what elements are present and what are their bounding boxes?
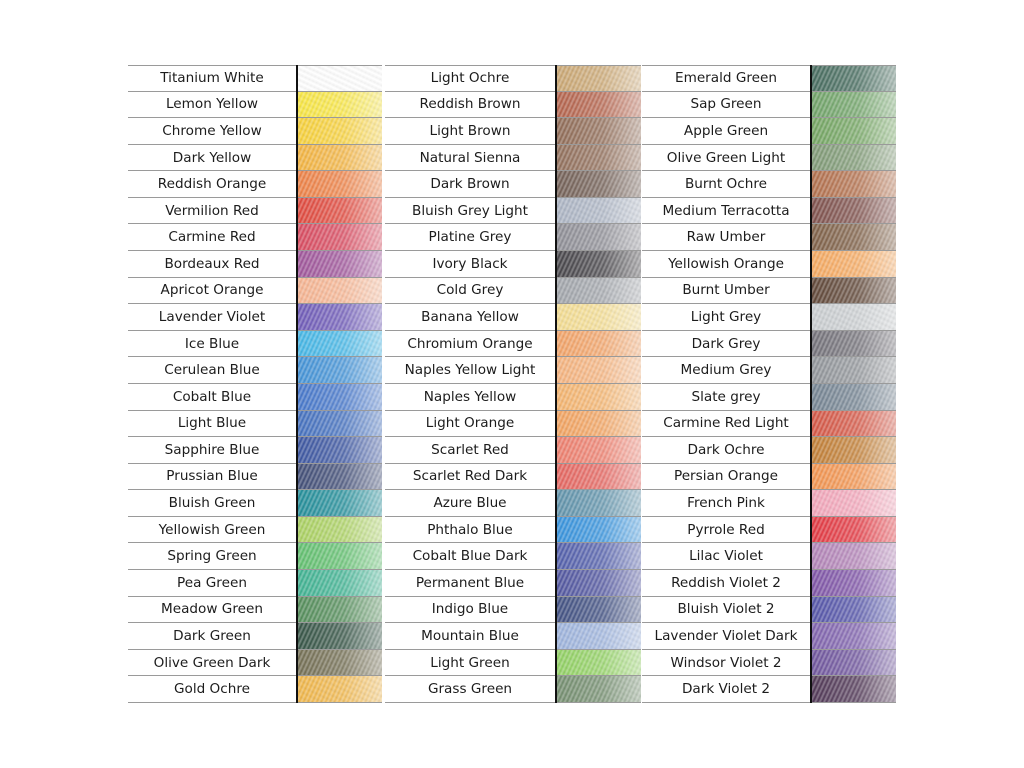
color-row bbox=[128, 278, 382, 305]
color-swatch bbox=[298, 304, 382, 330]
color-name: Carmine Red bbox=[168, 229, 256, 246]
color-name: Lavender Violet Dark bbox=[654, 627, 798, 644]
color-name: Meadow Green bbox=[161, 601, 263, 618]
color-row bbox=[385, 650, 641, 677]
color-row bbox=[642, 623, 896, 650]
color-name: Azure Blue bbox=[433, 495, 507, 512]
color-name: Spring Green bbox=[167, 548, 257, 565]
color-swatch bbox=[298, 198, 382, 224]
color-swatch bbox=[812, 411, 896, 437]
color-name: Natural Sienna bbox=[419, 149, 521, 166]
color-name: Chrome Yellow bbox=[162, 122, 262, 139]
color-row bbox=[128, 384, 382, 411]
color-name: Light Green bbox=[430, 654, 510, 671]
color-row bbox=[128, 437, 382, 464]
color-row bbox=[128, 251, 382, 278]
color-name: Vermilion Red bbox=[165, 202, 259, 219]
color-swatch bbox=[812, 171, 896, 197]
color-name: Sapphire Blue bbox=[164, 441, 260, 458]
color-name: Bluish Green bbox=[168, 495, 256, 512]
color-row bbox=[128, 676, 382, 703]
color-swatch bbox=[557, 384, 641, 410]
color-row bbox=[128, 464, 382, 491]
color-name: Dark Ochre bbox=[687, 441, 765, 458]
color-name: Light Brown bbox=[429, 122, 511, 139]
color-swatch bbox=[812, 304, 896, 330]
color-swatch bbox=[557, 278, 641, 304]
color-swatch bbox=[298, 650, 382, 676]
column-divider bbox=[296, 65, 298, 703]
color-swatch bbox=[298, 676, 382, 702]
color-name: Titanium White bbox=[160, 70, 264, 87]
color-swatch bbox=[812, 437, 896, 463]
color-name: Apricot Orange bbox=[160, 282, 264, 299]
color-swatch bbox=[812, 517, 896, 543]
color-name: Carmine Red Light bbox=[663, 415, 789, 432]
color-name: Windsor Violet 2 bbox=[670, 654, 782, 671]
color-swatch bbox=[298, 224, 382, 250]
color-name: Banana Yellow bbox=[421, 308, 519, 325]
color-name: Scarlet Red bbox=[431, 441, 509, 458]
color-row bbox=[128, 145, 382, 172]
color-swatch bbox=[557, 411, 641, 437]
color-name: Gold Ochre bbox=[173, 681, 251, 698]
color-row bbox=[642, 145, 896, 172]
color-swatch bbox=[812, 384, 896, 410]
color-swatch bbox=[557, 623, 641, 649]
color-swatch bbox=[298, 251, 382, 277]
color-row bbox=[128, 331, 382, 358]
color-swatch bbox=[298, 543, 382, 569]
color-name: Cerulean Blue bbox=[164, 362, 260, 379]
color-name: Dark Violet 2 bbox=[681, 681, 771, 698]
color-swatch bbox=[557, 118, 641, 144]
color-swatch bbox=[557, 224, 641, 250]
color-name: Reddish Violet 2 bbox=[671, 574, 781, 591]
color-swatch bbox=[812, 570, 896, 596]
color-swatch bbox=[557, 464, 641, 490]
color-swatch bbox=[812, 543, 896, 569]
color-swatch bbox=[298, 66, 382, 91]
color-swatch bbox=[812, 224, 896, 250]
color-name: Light Orange bbox=[425, 415, 515, 432]
color-swatch bbox=[812, 464, 896, 490]
color-row bbox=[128, 490, 382, 517]
color-name: Dark Green bbox=[173, 627, 251, 644]
color-name: Burnt Ochre bbox=[684, 176, 767, 193]
color-name: Medium Terracotta bbox=[662, 202, 790, 219]
color-swatch bbox=[298, 278, 382, 304]
color-name: Reddish Brown bbox=[419, 96, 521, 113]
color-row bbox=[128, 570, 382, 597]
color-row bbox=[642, 198, 896, 225]
color-row bbox=[642, 65, 896, 92]
color-name: Scarlet Red Dark bbox=[412, 468, 528, 485]
color-row bbox=[128, 597, 382, 624]
color-swatch bbox=[298, 331, 382, 357]
color-row bbox=[128, 411, 382, 438]
color-name: Cobalt Blue bbox=[172, 388, 252, 405]
color-swatch bbox=[557, 198, 641, 224]
color-name: Permanent Blue bbox=[415, 574, 525, 591]
color-row bbox=[128, 198, 382, 225]
color-name: Dark Yellow bbox=[172, 149, 252, 166]
color-row bbox=[385, 570, 641, 597]
color-swatch bbox=[812, 357, 896, 383]
color-row bbox=[128, 92, 382, 119]
color-row bbox=[385, 676, 641, 703]
color-row bbox=[385, 437, 641, 464]
color-row bbox=[642, 597, 896, 624]
color-name: Cold Grey bbox=[436, 282, 504, 299]
color-swatch bbox=[812, 331, 896, 357]
color-row bbox=[642, 490, 896, 517]
color-name: Medium Grey bbox=[680, 362, 772, 379]
color-row bbox=[128, 543, 382, 570]
color-swatch bbox=[298, 145, 382, 171]
color-name: Raw Umber bbox=[686, 229, 766, 246]
color-name: Pyrrole Red bbox=[687, 521, 765, 538]
color-name: Lilac Violet bbox=[689, 548, 763, 565]
color-swatch bbox=[298, 464, 382, 490]
color-name: Ivory Black bbox=[432, 255, 508, 272]
color-name: Indigo Blue bbox=[431, 601, 509, 618]
color-row bbox=[385, 304, 641, 331]
color-name: Bluish Grey Light bbox=[412, 202, 528, 219]
color-swatch bbox=[557, 304, 641, 330]
color-column bbox=[642, 65, 896, 703]
color-name: Naples Yellow Light bbox=[404, 362, 536, 379]
color-row bbox=[385, 543, 641, 570]
color-swatch bbox=[557, 570, 641, 596]
color-swatch bbox=[812, 66, 896, 91]
color-swatch bbox=[557, 437, 641, 463]
color-swatch bbox=[812, 650, 896, 676]
color-name: Naples Yellow bbox=[423, 388, 517, 405]
color-row bbox=[642, 517, 896, 544]
color-row bbox=[642, 171, 896, 198]
color-swatch bbox=[298, 570, 382, 596]
color-swatch bbox=[812, 145, 896, 171]
color-swatch bbox=[812, 490, 896, 516]
color-row bbox=[642, 676, 896, 703]
color-row bbox=[642, 464, 896, 491]
color-swatch bbox=[557, 650, 641, 676]
color-swatch bbox=[557, 490, 641, 516]
color-name: Grass Green bbox=[427, 681, 513, 698]
color-swatch bbox=[298, 597, 382, 623]
color-name: Light Grey bbox=[690, 308, 762, 325]
color-row bbox=[642, 437, 896, 464]
color-name: Lavender Violet bbox=[158, 308, 266, 325]
color-name: Light Blue bbox=[177, 415, 247, 432]
color-row bbox=[385, 464, 641, 491]
color-swatch bbox=[812, 676, 896, 702]
color-name: Lemon Yellow bbox=[165, 96, 259, 113]
color-row bbox=[642, 570, 896, 597]
color-row bbox=[385, 224, 641, 251]
color-row bbox=[642, 650, 896, 677]
color-name: Sap Green bbox=[690, 96, 762, 113]
color-swatch bbox=[557, 676, 641, 702]
color-name: Platine Grey bbox=[428, 229, 512, 246]
color-swatch bbox=[812, 278, 896, 304]
color-name: Slate grey bbox=[691, 388, 761, 405]
color-row bbox=[385, 278, 641, 305]
color-swatch bbox=[298, 490, 382, 516]
color-swatch bbox=[557, 543, 641, 569]
color-row bbox=[642, 384, 896, 411]
color-swatch bbox=[298, 92, 382, 118]
color-name: Chromium Orange bbox=[407, 335, 533, 352]
color-row bbox=[385, 411, 641, 438]
color-swatch bbox=[812, 251, 896, 277]
color-row bbox=[385, 623, 641, 650]
color-row bbox=[642, 92, 896, 119]
color-name: Burnt Umber bbox=[682, 282, 770, 299]
color-swatch bbox=[298, 517, 382, 543]
color-row bbox=[128, 118, 382, 145]
color-swatch bbox=[298, 623, 382, 649]
color-row bbox=[385, 384, 641, 411]
color-row bbox=[385, 65, 641, 92]
column-divider bbox=[810, 65, 812, 703]
color-swatch bbox=[298, 384, 382, 410]
color-name: Phthalo Blue bbox=[427, 521, 513, 538]
color-row bbox=[385, 92, 641, 119]
color-name: Bluish Violet 2 bbox=[677, 601, 775, 618]
color-swatch bbox=[557, 597, 641, 623]
color-row bbox=[385, 198, 641, 225]
color-swatch bbox=[557, 357, 641, 383]
color-swatch bbox=[298, 437, 382, 463]
color-row bbox=[642, 331, 896, 358]
color-row bbox=[642, 411, 896, 438]
color-name: Apple Green bbox=[683, 122, 769, 139]
color-name: Olive Green Light bbox=[666, 149, 786, 166]
color-row bbox=[128, 517, 382, 544]
color-row bbox=[128, 171, 382, 198]
color-row bbox=[385, 357, 641, 384]
column-divider bbox=[555, 65, 557, 703]
color-swatch bbox=[812, 198, 896, 224]
color-column bbox=[128, 65, 382, 703]
color-swatch bbox=[298, 357, 382, 383]
color-column bbox=[385, 65, 641, 703]
color-name: French Pink bbox=[687, 495, 765, 512]
color-name: Yellowish Green bbox=[158, 521, 266, 538]
color-row bbox=[642, 118, 896, 145]
color-row bbox=[385, 597, 641, 624]
color-name: Bordeaux Red bbox=[164, 255, 260, 272]
color-name: Emerald Green bbox=[674, 70, 777, 87]
color-name: Prussian Blue bbox=[166, 468, 258, 485]
color-row bbox=[642, 543, 896, 570]
color-name: Light Ochre bbox=[430, 70, 510, 87]
color-swatch bbox=[557, 66, 641, 91]
color-row bbox=[128, 650, 382, 677]
color-swatch bbox=[812, 118, 896, 144]
color-row bbox=[385, 251, 641, 278]
color-swatch bbox=[557, 145, 641, 171]
color-name: Pea Green bbox=[177, 574, 247, 591]
color-row bbox=[128, 65, 382, 92]
color-name: Olive Green Dark bbox=[153, 654, 271, 671]
color-swatch bbox=[298, 171, 382, 197]
color-swatch bbox=[812, 597, 896, 623]
color-name: Ice Blue bbox=[184, 335, 240, 352]
color-name: Reddish Orange bbox=[157, 176, 267, 193]
color-swatch bbox=[557, 251, 641, 277]
color-row bbox=[642, 251, 896, 278]
color-swatch bbox=[298, 411, 382, 437]
color-swatch bbox=[557, 92, 641, 118]
color-swatch bbox=[812, 623, 896, 649]
color-row bbox=[385, 331, 641, 358]
color-name: Mountain Blue bbox=[421, 627, 519, 644]
color-name: Cobalt Blue Dark bbox=[412, 548, 528, 565]
color-swatch bbox=[298, 118, 382, 144]
color-name: Yellowish Orange bbox=[668, 255, 784, 272]
color-row bbox=[642, 357, 896, 384]
color-row bbox=[642, 278, 896, 305]
color-swatch bbox=[557, 331, 641, 357]
color-swatch bbox=[812, 92, 896, 118]
color-name: Dark Brown bbox=[430, 176, 510, 193]
color-row bbox=[385, 145, 641, 172]
color-row bbox=[642, 224, 896, 251]
color-row bbox=[385, 118, 641, 145]
color-row bbox=[385, 517, 641, 544]
color-row bbox=[385, 171, 641, 198]
color-row bbox=[128, 623, 382, 650]
color-name: Dark Grey bbox=[691, 335, 761, 352]
color-row bbox=[128, 304, 382, 331]
color-name: Persian Orange bbox=[673, 468, 779, 485]
color-swatch bbox=[557, 517, 641, 543]
color-swatch bbox=[557, 171, 641, 197]
color-row bbox=[385, 490, 641, 517]
color-row bbox=[642, 304, 896, 331]
color-row bbox=[128, 357, 382, 384]
color-row bbox=[128, 224, 382, 251]
